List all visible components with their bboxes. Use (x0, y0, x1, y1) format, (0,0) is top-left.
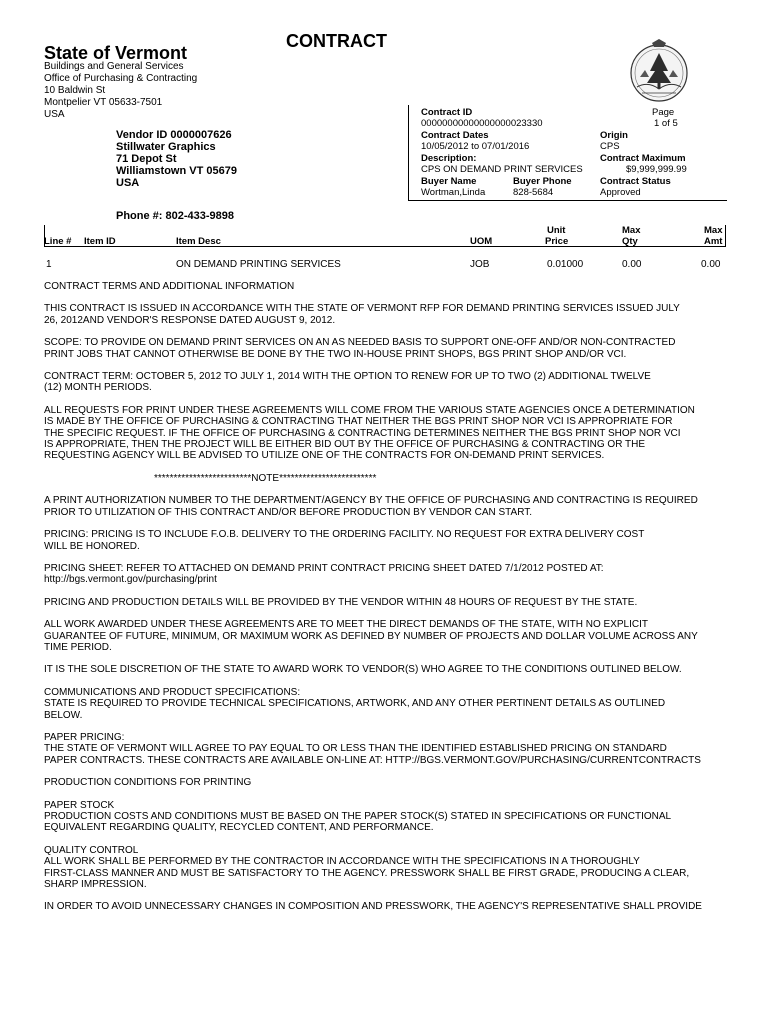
col-header-item-id: Item ID (84, 236, 116, 247)
col-header-max-amt-top: Max (704, 225, 723, 236)
contract-status-value: Approved (600, 187, 641, 198)
terms-paragraph: COMMUNICATIONS AND PRODUCT SPECIFICATIONS: STATE IS REQUIRED TO PROVIDE TECHNICAL SPECIFICATIONS, ARTWORK, AND ANY OTHER PERTINENT DETAILS AS OUTLINED BELOW. (44, 686, 666, 721)
row-line-number: 1 (46, 259, 52, 270)
contract-status-label: Contract Status (600, 176, 671, 187)
terms-paragraph: THIS CONTRACT IS ISSUED IN ACCORDANCE WITH THE STATE OF VERMONT RFP FOR DEMAND PRINTING SERVICES ISSUED JULY 26, 2012AND VENDOR'S RESPONSE DATED AUGUST 9, 2012. (44, 303, 680, 326)
row-max-amt: 0.00 (701, 259, 721, 270)
description-value: CPS ON DEMAND PRINT SERVICES (421, 164, 583, 175)
table-header-rule (44, 246, 726, 247)
terms-paragraph: CONTRACT TERMS AND ADDITIONAL INFORMATION (44, 281, 295, 292)
origin-label: Origin (600, 130, 628, 141)
terms-paragraph: IN ORDER TO AVOID UNNECESSARY CHANGES IN COMPOSITION AND PRESSWORK, THE AGENCY'S REPRESENTATIVE SHALL PROVIDE (44, 901, 702, 913)
col-header-price: Price (545, 236, 569, 247)
vendor-phone: Phone #: 802-433-9898 (116, 210, 235, 222)
agency-line: 10 Baldwin St (44, 85, 106, 96)
note-banner: *************************NOTE************************* (154, 472, 377, 484)
contract-dates-label: Contract Dates (421, 130, 489, 141)
table-left-rule (44, 225, 45, 247)
origin-value: CPS (600, 141, 620, 152)
terms-paragraph: PRICING: PRICING IS TO INCLUDE F.O.B. DELIVERY TO THE ORDERING FACILITY. NO REQUEST FOR EXTRA DELIVERY COST WILL BE HONORED. (44, 529, 645, 552)
agency-line: Office of Purchasing & Contracting (44, 73, 198, 84)
terms-paragraph: A PRINT AUTHORIZATION NUMBER TO THE DEPARTMENT/AGENCY BY THE OFFICE OF PURCHASING AND CONTRACTING IS REQUIRED PRIOR TO UTILIZATION OF THIS CONTRACT AND/OR BEFORE PRODUCTION BY VENDOR CAN START. (44, 495, 698, 518)
col-header-uom: UOM (470, 236, 493, 247)
terms-paragraph: CONTRACT TERM: OCTOBER 5, 2012 TO JULY 1, 2014 WITH THE OPTION TO RENEW FOR UP TO TWO (2) ADDITIONAL TWELVE (12) MONTH PERIODS. (44, 371, 651, 394)
vendor-country: USA (116, 177, 140, 189)
row-uom: JOB (470, 259, 490, 270)
contract-maximum-label: Contract Maximum (600, 153, 686, 164)
agency-name: State of Vermont (44, 43, 188, 63)
table-right-rule (725, 225, 726, 247)
page-value: 1 of 5 (654, 118, 678, 129)
contract-dates-value: 10/05/2012 to 07/01/2016 (421, 141, 530, 152)
agency-line: Montpelier VT 05633-7501 (44, 97, 163, 108)
terms-paragraph: PRICING SHEET: REFER TO ATTACHED ON DEMAND PRINT CONTRACT PRICING SHEET DATED 7/1/2012 POSTED AT: http://bgs.vermont.gov/purchasing/print (44, 562, 604, 586)
terms-paragraph: ALL REQUESTS FOR PRINT UNDER THESE AGREEMENTS WILL COME FROM THE VARIOUS STATE AGENCIES ONCE A DETERMINATION IS MADE BY THE OFFICE OF PURCHASING & CONTRACTING THAT NEITHER THE BGS PRINT SHOP NOR VCI IS APPROPRIATE FOR THE SPECIFIC REQUEST. IF THE OFFICE OF PURCHASING & CONTRACTING DETERMINES NEITHER THE BGS PRINT SHOP NOR VCI IS APPROPRIATE, THEN THE PROJECT WILL BE EITHER BID OUT BY THE OFFICE OF PURCHASING & CONTRACTING OR THE REQUESTING AGENCY WILL BE ADVISED TO UTILIZE ONE OF THE CONTRACTS FOR ON-DEMAND PRINT SERVICES. (44, 404, 695, 462)
terms-paragraph: IT IS THE SOLE DISCRETION OF THE STATE TO AWARD WORK TO VENDOR(S) WHO AGREE TO THE CONDITIONS OUTLINED BELOW. (44, 664, 682, 676)
buyer-phone-value: 828-5684 (513, 187, 554, 198)
col-header-line: Line # (44, 236, 72, 247)
agency-line: Buildings and General Services (44, 61, 184, 72)
col-header-max-qty-top: Max (622, 225, 641, 236)
page-label: Page (652, 107, 675, 118)
col-header-item-desc: Item Desc (176, 236, 221, 247)
buyer-phone-label: Buyer Phone (513, 176, 572, 187)
terms-paragraph: PAPER PRICING: THE STATE OF VERMONT WILL AGREE TO PAY EQUAL TO OR LESS THAN THE IDENTIFIED ESTABLISHED PRICING ON STANDARD PAPER CONTRACTS. THESE CONTRACTS ARE AVAILABLE ON-LINE AT: HTTP://BGS.VERMONT.GOV/PURCHASING/CURRENTCONTRACTS (44, 731, 701, 766)
terms-paragraph: PRICING AND PRODUCTION DETAILS WILL BE PROVIDED BY THE VENDOR WITHIN 48 HOURS OF REQUEST BY THE STATE. (44, 596, 638, 608)
col-header-qty: Qty (622, 236, 638, 247)
contract-info-box (408, 105, 727, 201)
vendor-street: 71 Depot St (116, 153, 177, 165)
vendor-block (116, 129, 237, 189)
contract-maximum-value: $9,999,999.99 (626, 164, 687, 175)
terms-paragraph: PRODUCTION CONDITIONS FOR PRINTING (44, 777, 252, 789)
agency-address (44, 61, 197, 121)
buyer-name-label: Buyer Name (421, 176, 477, 187)
agency-line: USA (44, 109, 65, 120)
row-unit-price: 0.01000 (547, 259, 584, 270)
contract-id-value: 00000000000000000023330 (421, 118, 543, 129)
document-title: CONTRACT (286, 31, 387, 51)
contract-terms (44, 281, 734, 924)
contract-id-label: Contract ID (421, 107, 473, 118)
vendor-name: Stillwater Graphics (116, 141, 216, 153)
terms-paragraph: QUALITY CONTROL ALL WORK SHALL BE PERFORMED BY THE CONTRACTOR IN ACCORDANCE WITH THE SPECIFICATIONS IN A THOROUGHLY FIRST-CLASS MANNER AND MUST BE SATISFACTORY TO THE AGENCY. PRESSWORK SHALL BE FIRST GRADE, PRODUCING A CLEAR, SHARP IMPRESSION. (44, 844, 690, 891)
terms-paragraph: PAPER STOCK PRODUCTION COSTS AND CONDITIONS MUST BE BASED ON THE PAPER STOCK(S) STATED IN SPECIFICATIONS OR FUNCTIONAL EQUIVALENT REGARDING QUALITY, RECYCLED CONTENT, AND PERFORMANCE. (44, 799, 672, 834)
terms-paragraph: SCOPE: TO PROVIDE ON DEMAND PRINT SERVICES ON AN AS NEEDED BASIS TO SUPPORT ONE-OFF AND/OR NON-CONTRACTED PRINT JOBS THAT CANNOT OTHERWISE BE DONE BY THE TWO IN-HOUSE PRINT SHOPS, BGS PRINT SHOP AND/OR VCI. (44, 337, 676, 360)
description-label: Description: (421, 153, 477, 164)
vendor-city: Williamstown VT 05679 (116, 165, 237, 177)
col-header-amt: Amt (704, 236, 723, 247)
vendor-id: Vendor ID 0000007626 (116, 129, 232, 141)
buyer-name-value: Wortman,Linda (421, 187, 486, 198)
col-header-unit: Unit (547, 225, 566, 236)
terms-paragraph: ALL WORK AWARDED UNDER THESE AGREEMENTS ARE TO MEET THE DIRECT DEMANDS OF THE STATE, WITH NO EXPLICIT GUARANTEE OF FUTURE, MINIMUM, OR MAXIMUM WORK AS DEFINED BY NUMBER OF PROJECTS AND DOLLAR VOLUME ACROSS ANY TIME PERIOD. (44, 619, 698, 653)
state-seal-icon (628, 37, 690, 103)
row-max-qty: 0.00 (622, 259, 642, 270)
row-item-desc: ON DEMAND PRINTING SERVICES (176, 259, 341, 270)
